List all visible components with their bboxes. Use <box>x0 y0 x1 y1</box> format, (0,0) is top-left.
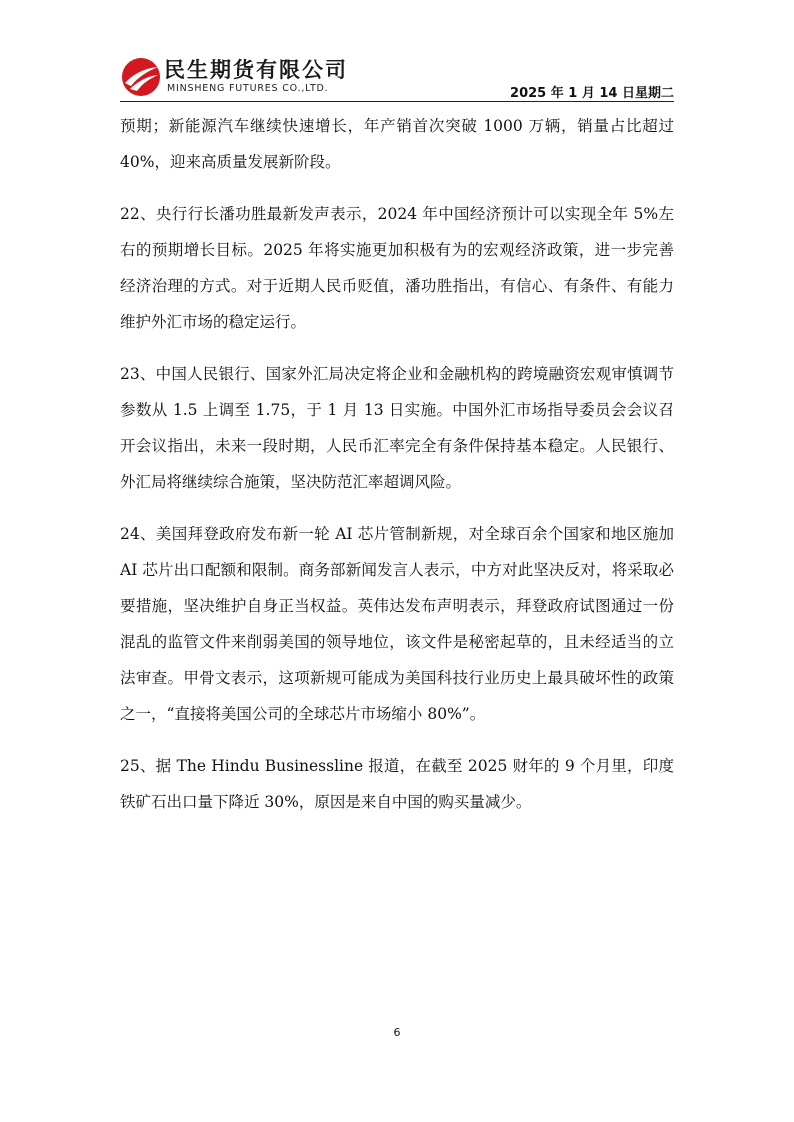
company-name-en: MINSHENG FUTURES CO.,LTD. <box>167 83 329 94</box>
header-divider <box>120 101 674 102</box>
page-number: 6 <box>393 1026 401 1039</box>
company-name-cn: 民生期货有限公司 <box>164 58 348 82</box>
paragraph-item-24: 24、美国拜登政府发布新一轮 AI 芯片管制新规，对全球百余个国家和地区施加 AI 芯片出口配额和限制。商务部新闻发言人表示，中方对此坚决反对，将采取必要措施，坚决维护自身正当权益。英伟达发布声明表示，拜登政府试图通过一份混乱的监管文件来削弱美国的领导地位，该文件是秘密起草的，且未经适当的立法审查。甲骨文表示，这项新规可能成为美国科技行业历史上最具破坏性的政策之一，“直接将美国公司的全球芯片市场缩小 80%”。 <box>120 525 674 723</box>
paragraph-item-25: 25、据 The Hindu Businessline 报道，在截至 2025 财年的 9 个月里，印度铁矿石出口量下降近 30%，原因是来自中国的购买量减少。 <box>120 757 674 811</box>
paragraph-continuation: 预期；新能源汽车继续快速增长，年产销首次突破 1000 万辆，销量占比超过 40%，迎来高质量发展新阶段。 <box>120 117 674 171</box>
page-header <box>120 52 674 102</box>
article-body <box>120 108 674 836</box>
paragraph-item-23: 23、中国人民银行、国家外汇局决定将企业和金融机构的跨境融资宏观审慎调节参数从 1.5 上调至 1.75，于 1 月 13 日实施。中国外汇市场指导委员会会议召开会议指出，未来一段时期，人民币汇率完全有条件保持基本稳定。人民银行、外汇局将继续综合施策，坚决防范汇率超调风险。 <box>120 365 674 491</box>
paragraph-item-22: 22、央行行长潘功胜最新发声表示，2024 年中国经济预计可以实现全年 5%左右的预期增长目标。2025 年将实施更加积极有为的宏观经济政策，进一步完善经济治理的方式。对于近期人民币贬值，潘功胜指出，有信心、有条件、有能力维护外汇市场的稳定运行。 <box>120 205 674 331</box>
report-date: 2025 年 1 月 14 日星期二 <box>510 86 674 101</box>
minsheng-swoosh-logo-icon <box>120 56 162 98</box>
